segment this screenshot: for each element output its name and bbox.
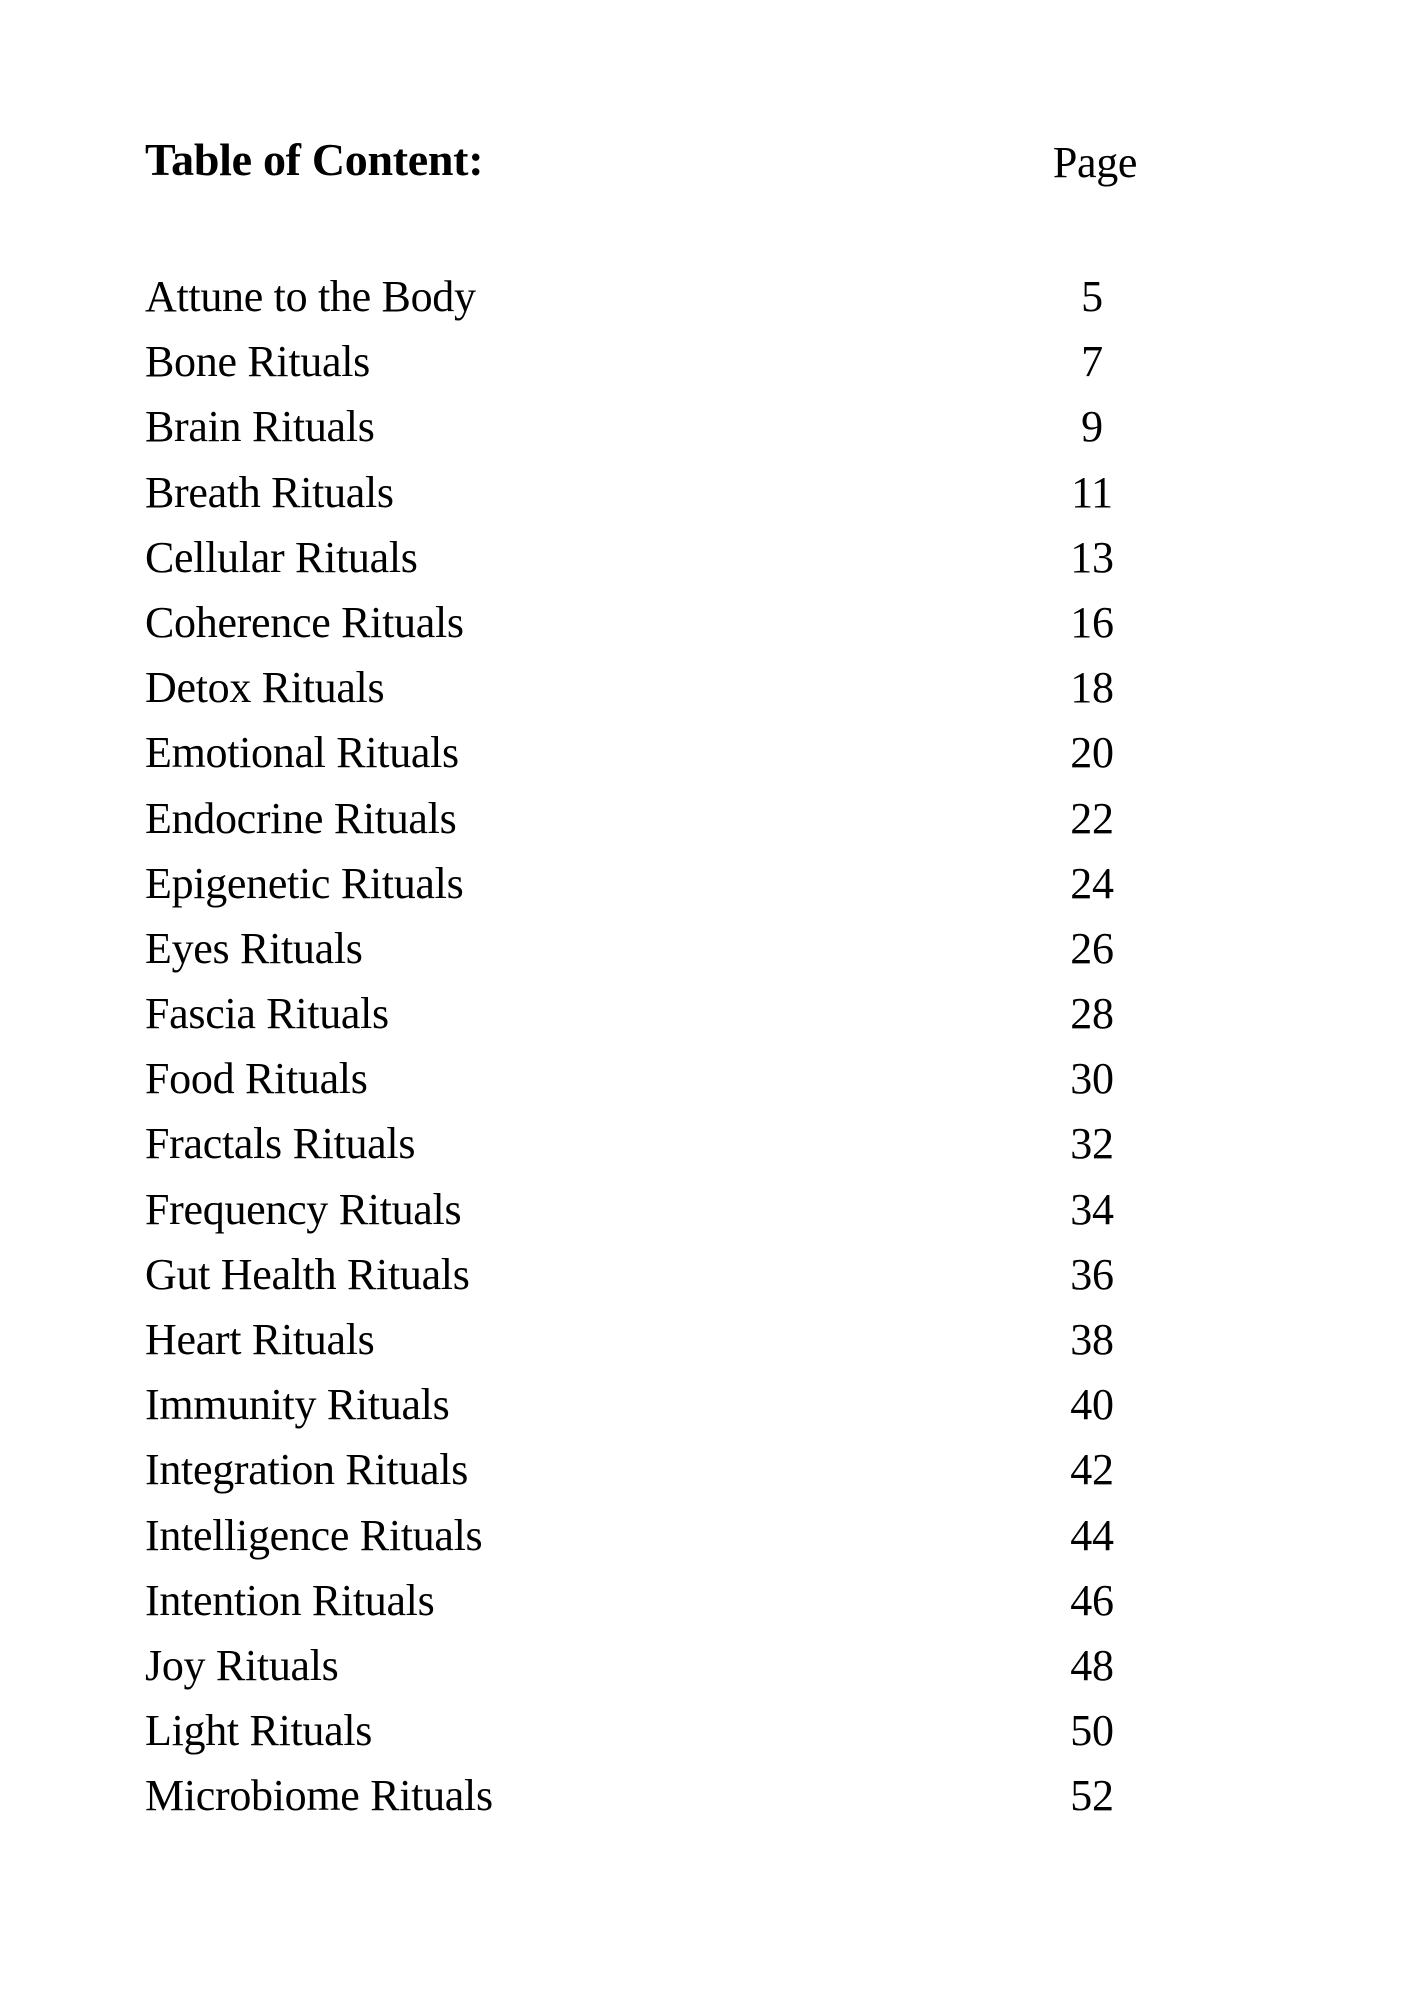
toc-row — [145, 1633, 1409, 1698]
toc-row — [145, 590, 1409, 655]
toc-row — [145, 916, 1409, 981]
page-column-header: Page — [1052, 138, 1138, 187]
toc-entry-page: 44 — [1070, 1510, 1114, 1560]
toc-entry-title: Light Rituals — [145, 1706, 373, 1756]
toc-entry-title: Microbiome Rituals — [145, 1771, 493, 1821]
toc-list — [145, 264, 1409, 1829]
toc-entry-page: 42 — [1070, 1445, 1114, 1495]
toc-row — [145, 394, 1409, 459]
toc-entry-page: 7 — [1081, 337, 1103, 387]
toc-entry-title: Epigenetic Rituals — [145, 858, 464, 908]
toc-entry-title: Fractals Rituals — [145, 1119, 416, 1169]
toc-entry-page: 20 — [1070, 728, 1114, 778]
toc-row — [145, 786, 1409, 851]
toc-entry-title: Bone Rituals — [145, 337, 370, 387]
toc-entry-title: Endocrine Rituals — [145, 793, 457, 843]
toc-row — [145, 1763, 1409, 1828]
toc-row — [145, 655, 1409, 720]
toc-entry-page: 48 — [1070, 1640, 1114, 1690]
toc-row — [145, 1307, 1409, 1372]
toc-entry-title: Detox Rituals — [145, 663, 385, 713]
toc-entry-title: Brain Rituals — [145, 402, 375, 452]
toc-entry-page: 26 — [1070, 923, 1114, 973]
toc-entry-page: 52 — [1070, 1771, 1114, 1821]
toc-row — [145, 1242, 1409, 1307]
toc-row — [145, 264, 1409, 329]
toc-entry-page: 9 — [1081, 402, 1103, 452]
toc-entry-title: Gut Health Rituals — [145, 1249, 470, 1299]
toc-row — [145, 1046, 1409, 1111]
toc-row — [145, 1437, 1409, 1502]
toc-row — [145, 1568, 1409, 1633]
toc-entry-title: Integration Rituals — [145, 1445, 469, 1495]
toc-entry-title: Intention Rituals — [145, 1575, 435, 1625]
toc-entry-title: Eyes Rituals — [145, 923, 363, 973]
toc-entry-title: Frequency Rituals — [145, 1184, 462, 1234]
toc-entry-page: 30 — [1070, 1054, 1114, 1104]
toc-entry-title: Coherence Rituals — [145, 597, 464, 647]
toc-entry-page: 46 — [1070, 1575, 1114, 1625]
toc-entry-title: Joy Rituals — [145, 1640, 339, 1690]
toc-entry-page: 22 — [1070, 793, 1114, 843]
toc-entry-page: 13 — [1070, 532, 1114, 582]
toc-row — [145, 460, 1409, 525]
toc-row — [145, 1698, 1409, 1763]
toc-entry-page: 40 — [1070, 1380, 1114, 1430]
toc-entry-title: Food Rituals — [145, 1054, 368, 1104]
toc-row — [145, 1111, 1409, 1176]
toc-entry-page: 34 — [1070, 1184, 1114, 1234]
toc-entry-page: 50 — [1070, 1706, 1114, 1756]
toc-row — [145, 720, 1409, 785]
toc-entry-page: 24 — [1070, 858, 1114, 908]
toc-entry-page: 28 — [1070, 989, 1114, 1039]
toc-entry-title: Emotional Rituals — [145, 728, 459, 778]
toc-row — [145, 329, 1409, 394]
toc-row — [145, 1503, 1409, 1568]
toc-entry-title: Heart Rituals — [145, 1315, 375, 1364]
toc-entry-page: 16 — [1070, 597, 1114, 647]
toc-row — [145, 851, 1409, 916]
toc-row — [145, 1372, 1409, 1437]
toc-entry-title: Intelligence Rituals — [145, 1510, 483, 1560]
toc-entry-page: 36 — [1070, 1249, 1114, 1299]
toc-entry-title: Cellular Rituals — [145, 532, 418, 582]
toc-entry-title: Immunity Rituals — [145, 1380, 450, 1430]
toc-entry-page: 5 — [1081, 272, 1103, 321]
toc-entry-title: Attune to the Body — [145, 272, 476, 321]
toc-entry-page: 18 — [1070, 663, 1114, 713]
toc-title: Table of Content: — [145, 134, 484, 185]
toc-entry-title: Fascia Rituals — [145, 989, 389, 1039]
toc-row — [145, 1177, 1409, 1242]
toc-entry-page: 11 — [1071, 467, 1113, 517]
toc-entry-title: Breath Rituals — [145, 467, 394, 517]
toc-row — [145, 981, 1409, 1046]
toc-entry-page: 38 — [1070, 1315, 1114, 1364]
toc-entry-page: 32 — [1070, 1119, 1114, 1169]
toc-row — [145, 525, 1409, 590]
